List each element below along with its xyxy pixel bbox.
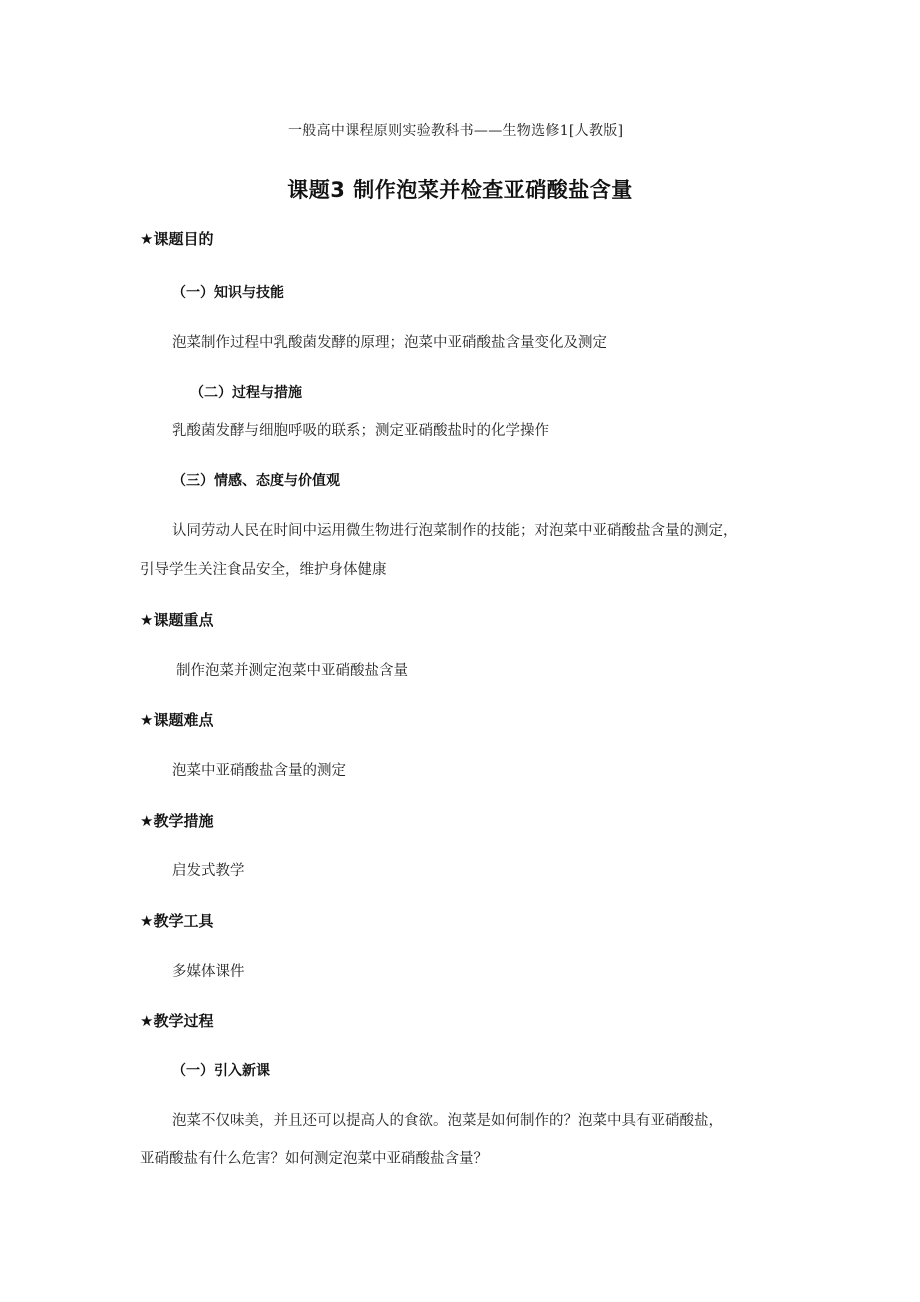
paragraph-focus: 制作泡菜并测定泡菜中亚硝酸盐含量 bbox=[176, 663, 408, 679]
subheading-process: （二）过程与措施 bbox=[190, 385, 302, 401]
section-heading-focus: ★课题重点 bbox=[140, 611, 214, 629]
section-heading-tools: ★教学工具 bbox=[140, 912, 214, 930]
subheading-attitude: （三）情感、态度与价值观 bbox=[172, 473, 340, 489]
document-title: 课题3 制作泡菜并检查亚硝酸盐含量 bbox=[287, 178, 633, 202]
section-heading-difficulty: ★课题难点 bbox=[140, 711, 214, 729]
paragraph-difficulty: 泡菜中亚硝酸盐含量的测定 bbox=[172, 763, 346, 779]
subheading-knowledge: （一）知识与技能 bbox=[172, 285, 284, 301]
paragraph-knowledge: 泡菜制作过程中乳酸菌发酵的原理；泡菜中亚硝酸盐含量变化及测定 bbox=[172, 335, 607, 351]
paragraph-attitude-line2: 引导学生关注食品安全，维护身体健康 bbox=[140, 562, 387, 578]
section-heading-goal: ★课题目的 bbox=[140, 230, 214, 248]
section-heading-method: ★教学措施 bbox=[140, 812, 214, 830]
section-heading-process: ★教学过程 bbox=[140, 1012, 214, 1030]
paragraph-attitude-line1: 认同劳动人民在时间中运用微生物进行泡菜制作的技能；对泡菜中亚硝酸盐含量的测定， bbox=[172, 523, 738, 539]
paragraph-method: 启发式教学 bbox=[172, 863, 245, 879]
paragraph-tools: 多媒体课件 bbox=[172, 964, 245, 980]
subheading-intro: （一）引入新课 bbox=[172, 1063, 270, 1079]
document-header: 一般高中课程原则实验教科书——生物选修1[人教版] bbox=[288, 123, 624, 139]
paragraph-intro-line1: 泡菜不仅味美，并且还可以提高人的食欲。泡菜是如何制作的？泡菜中具有亚硝酸盐， bbox=[172, 1113, 723, 1129]
paragraph-intro-line2: 亚硝酸盐有什么危害？如何测定泡菜中亚硝酸盐含量？ bbox=[140, 1151, 488, 1167]
paragraph-process: 乳酸菌发酵与细胞呼吸的联系；测定亚硝酸盐时的化学操作 bbox=[172, 423, 549, 439]
